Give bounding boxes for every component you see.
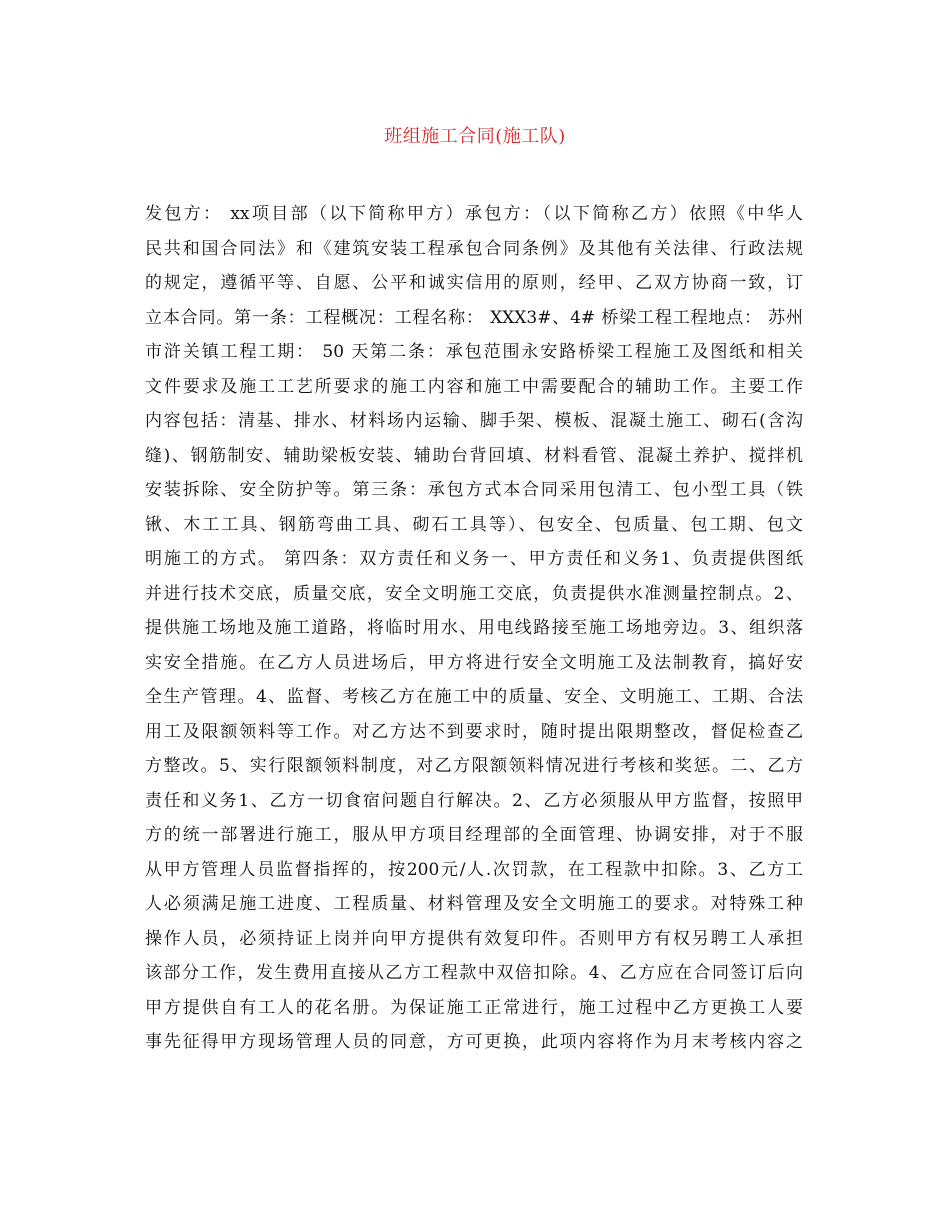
- body-line: 甲方提供自有工人的花名册。为保证施工正常进行，施工过程中乙方更换工人要: [145, 997, 803, 1018]
- body-line: 全生产管理。4、监督、考核乙方在施工中的质量、安全、文明施工、工期、合法: [145, 687, 803, 707]
- body-line: 责任和义务1、乙方一切食宿问题自行解决。2、乙方必须服从甲方监督，按照甲: [145, 790, 803, 811]
- body-line: 文件要求及施工工艺所要求的施工内容和施工中需要配合的辅助工作。主要工作: [145, 376, 803, 397]
- body-line: 发包方： xx项目部（以下简称甲方）承包方：（以下简称乙方）依照《中华人: [145, 204, 803, 224]
- document-title: 班组施工合同(施工队): [384, 126, 566, 147]
- body-line: 缝)、钢筋制安、辅助梁板安装、辅助台背回填、材料看管、混凝土养护、搅拌机: [145, 445, 803, 466]
- body-line: 市浒关镇工程工期： 50 天第二条：承包范围永安路桥梁工程施工及图纸和相关: [145, 342, 803, 362]
- body-line: 该部分工作，发生费用直接从乙方工程款中双倍扣除。4、乙方应在合同签订后向: [145, 963, 803, 983]
- body-line: 事先征得甲方现场管理人员的同意，方可更换，此项内容将作为月末考核内容之: [145, 1032, 803, 1052]
- body-line: 提供施工场地及施工道路，将临时用水、用电线路接至施工场地旁边。3、组织落: [145, 618, 803, 638]
- body-line: 实安全措施。在乙方人员进场后，甲方将进行安全文明施工及法制教育，搞好安: [145, 652, 803, 673]
- body-line: 明施工的方式。 第四条：双方责任和义务一、甲方责任和义务1、负责提供图纸: [145, 549, 803, 569]
- body-line: 安装拆除、安全防护等。第三条：承包方式本合同采用包清工、包小型工具（铁: [145, 480, 803, 500]
- body-line: 内容包括：清基、排水、材料场内运输、脚手架、模板、混凝土施工、砌石(含沟: [145, 411, 803, 431]
- body-line: 操作人员，必须持证上岗并向甲方提供有效复印件。否则甲方有权另聘工人承担: [145, 928, 803, 949]
- body-line: 并进行技术交底，质量交底，安全文明施工交底，负责提供水准测量控制点。2、: [145, 583, 803, 604]
- body-line: 方整改。5、实行限额领料制度，对乙方限额领料情况进行考核和奖惩。二、乙方: [145, 756, 803, 776]
- body-line: 人必须满足施工进度、工程质量、材料管理及安全文明施工的要求。对特殊工种: [145, 894, 803, 914]
- body-line: 锹、木工工具、钢筋弯曲工具、砌石工具等）、包安全、包质量、包工期、包文: [145, 514, 803, 535]
- document-body: [145, 197, 803, 1060]
- body-line: 从甲方管理人员监督指挥的，按200元/人.次罚款，在工程款中扣除。3、乙方工: [145, 859, 803, 880]
- body-line: 用工及限额领料等工作。对乙方达不到要求时，随时提出限期整改，督促检查乙: [145, 721, 803, 742]
- body-line: 民共和国合同法》和《建筑安装工程承包合同条例》及其他有关法律、行政法规: [145, 238, 803, 259]
- body-line: 的规定，遵循平等、自愿、公平和诚实信用的原则，经甲、乙双方协商一致，订: [145, 273, 803, 293]
- body-line: 立本合同。第一条：工程概况：工程名称： XXX3#、4# 桥梁工程工程地点： 苏州: [145, 307, 803, 328]
- body-line: 方的统一部署进行施工，服从甲方项目经理部的全面管理、协调安排，对于不服: [145, 825, 803, 845]
